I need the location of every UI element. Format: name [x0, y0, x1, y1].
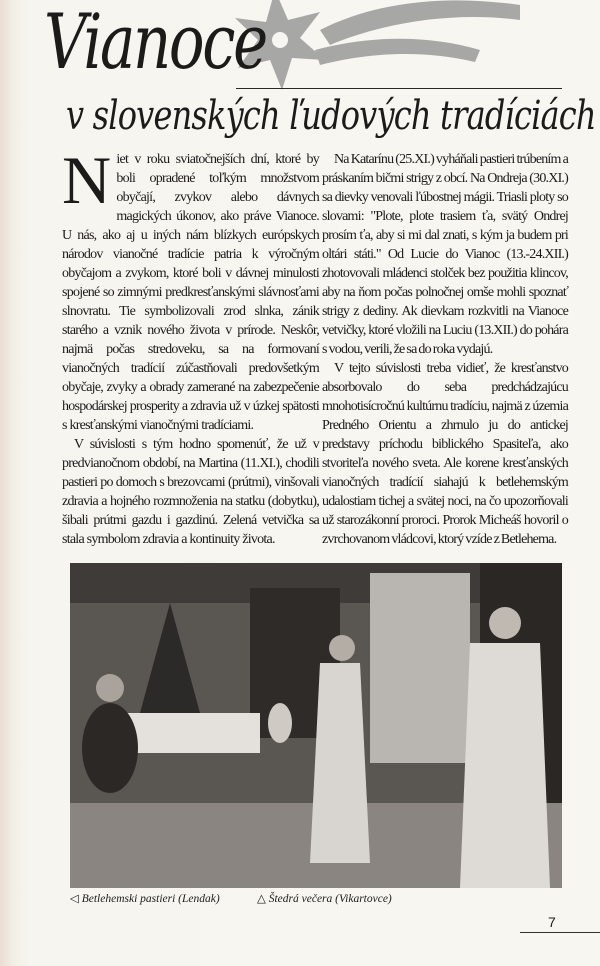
paragraph: Na Katarínu (25.XI.) vyháňali pastieri trúbením a práskaním bičmi strigy z obcí. Na Ondreja (30.XI.) sa dievky venovali ľúbostnej mágii. Triasli ploty so slovami: "Plote, plote trasiem ťa, svätý Ondrej prosím ťa, aby si mi dal znati, s kým ja budem pri oltári státi." Od Lucie do Vianoc (13.-24.XII.) zhotovovali mládenci stolček bez použitia klincov, aby na ňom počas polnočnej omše mohli spoznať strigy z dediny. Ak dievkam rozkvitli na Vianoce vetvičky, ktoré vložili na Luciu (13.XII.) do pohára s vodou, verili, že sa do roka vydajú.	[322, 152, 568, 357]
photo-caption-right	[257, 891, 392, 905]
triangle-up-icon: △	[257, 893, 266, 905]
triangle-left-icon: ◁	[70, 893, 79, 905]
left-column	[62, 142, 319, 549]
photo-caption-left	[70, 891, 220, 905]
paragraph-text: iet v roku sviatočnejších dní, ktoré by boli opradené toľkým množstvom obyčají, zvykov alebo dávnych magických úkonov, ako práve Vianoce. U nás, ako aj u iných nám blízkych európskych národov vianočné tradície patria k výročným obyčajom a zvykom, ktoré boli v dávnej minulosti spojené so zimnými predkresťanskými slávnosťami slnovratu. Tie symbolizovali zrod slnka, zánik starého a vznik nového života v prírode. Neskôr, najmä počas stredoveku, sa na formovaní vianočných tradícií zúčastňovali predovšetkým obyčaje, zvyky a obrady zamerané na zabezpečenie hospodárskej prosperity a zdravia už v úzkej spätosti s kresťanskými vianočnými tradíciami.	[62, 152, 319, 433]
paragraph: V tejto súvislosti treba vidieť, že kresťanstvo absorbovalo do seba predchádzajúcu mnohotisícročnú kultúrnu tradíciu, najmä z územia Predného Orientu a zhrnulo ju do antickej predstavy príchodu biblického Spasiteľa, ako stvoriteľa nového sveta. Ale korene kresťanských vianočných tradícií siahajú k betlehemským udalostiam tichej a svätej noci, na čo upozorňovali už starozákonní proroci. Prorok Micheáš hovoril o zvrchovanom vládcovi, ktorý vzíde z Betlehema.	[322, 361, 568, 547]
article-title: Vianoce	[44, 0, 266, 86]
paragraph: V súvislosti s tým hodno spomenúť, že už v predvianočnom období, na Martina (11.XI.), chodili pastieri po domoch s brezovcami (prútmi), vinšovali zdravia a hojného rozmnoženia na statku (dobytku), šibali prútmi gazdu i gazdinú. Zelená vetvička sa stala symbolom zdravia a kontinuity života.	[62, 437, 319, 547]
paragraph	[62, 142, 319, 435]
title-divider	[236, 88, 562, 89]
article-subtitle: v slovenských ľudových tradíciách	[66, 93, 596, 139]
page-number: 7	[548, 914, 556, 930]
photo-christmas-eve-dinner	[70, 563, 562, 888]
right-column	[322, 150, 568, 549]
drop-cap: N	[62, 142, 111, 218]
caption-text: Štedrá večera (Vikartovce)	[268, 893, 392, 905]
page-number-rule	[520, 932, 600, 933]
caption-text: Betlehemski pastieri (Lendak)	[81, 893, 220, 905]
